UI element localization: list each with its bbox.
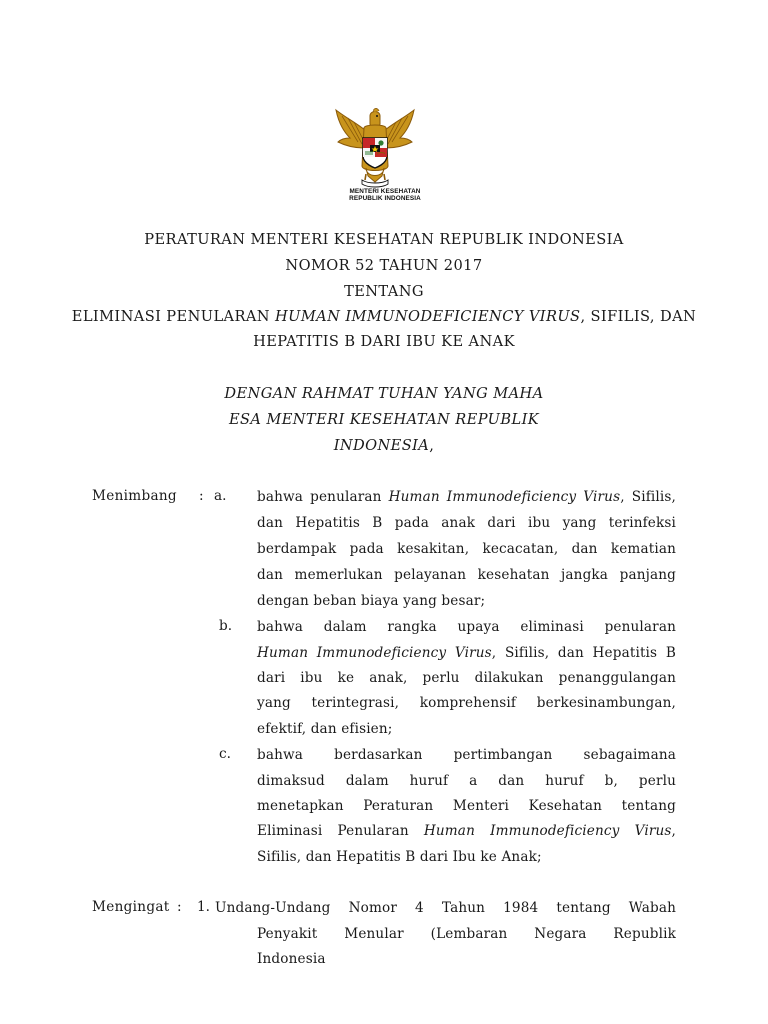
menimbang-item-b-line3: dari ibu ke anak, perlu dilakukan penanggulangan <box>257 670 676 686</box>
opening-line3 <box>150 437 618 454</box>
mengingat-item-1-line2: Penyakit Menular (Lembaran Negara Republik <box>257 926 676 942</box>
item-c-text: Eliminasi Penularan <box>257 823 424 839</box>
opening-line2: ESA MENTERI KESEHATAN REPUBLIK <box>228 411 540 428</box>
regulation-number: NOMOR 52 TAHUN 2017 <box>285 257 483 274</box>
menimbang-item-c-line5: Sifilis, dan Hepatitis B dari Ibu ke Anak; <box>257 849 542 865</box>
subject-italic-text: HUMAN IMMUNODEFICIENCY VIRUS <box>275 308 581 325</box>
opening-line3-comma: , <box>429 437 435 454</box>
regulation-tentang: TENTANG <box>344 283 424 300</box>
emblem-caption-line2: REPUBLIK INDONESIA <box>349 195 421 202</box>
menimbang-item-b-line2 <box>257 644 676 662</box>
menimbang-item-a-line4: dan memerlukan pelayanan kesehatan jangka panjang <box>257 567 676 583</box>
menimbang-item-a-line5: dengan beban biaya yang besar; <box>257 593 486 609</box>
menimbang-item-b-marker: b. <box>219 618 233 634</box>
menimbang-item-c-line1: bahwa berdasarkan pertimbangan sebagaimana <box>257 747 676 763</box>
item-a-italic: Human Immunodeficiency Virus <box>388 489 621 505</box>
mengingat-label: Mengingat <box>92 899 170 915</box>
menimbang-item-c-marker: c. <box>219 746 231 762</box>
emblem-caption <box>330 188 440 202</box>
menimbang-item-b-line5: efektif, dan efisien; <box>257 721 393 737</box>
regulation-title: PERATURAN MENTERI KESEHATAN REPUBLIK INDONESIA <box>144 231 624 248</box>
item-b-italic: Human Immunodeficiency Virus <box>257 645 492 661</box>
menimbang-label: Menimbang <box>92 488 177 504</box>
mengingat-item-1-marker: 1. <box>197 899 210 915</box>
opening-line3-text: INDONESIA <box>333 437 430 454</box>
menimbang-item-c-line3: menetapkan Peraturan Menteri Kesehatan tentang <box>257 798 676 814</box>
mengingat-colon: : <box>177 899 182 915</box>
item-c-italic: Human Immunodeficiency Virus <box>423 823 672 839</box>
item-b-text-end: , Sifilis, dan Hepatitis B <box>491 645 676 661</box>
subject-text: ELIMINASI PENULARAN <box>71 308 276 325</box>
regulation-subject-line2: HEPATITIS B DARI IBU KE ANAK <box>253 333 515 350</box>
menimbang-colon: : <box>199 488 204 504</box>
menimbang-item-a-marker: a. <box>214 488 227 504</box>
opening-line1: DENGAN RAHMAT TUHAN YANG MAHA <box>224 385 544 402</box>
item-a-text: bahwa penularan <box>257 489 389 505</box>
item-c-text-end: , <box>671 823 676 839</box>
menimbang-item-a-line2: dan Hepatitis B pada anak dari ibu yang terinfeksi <box>257 515 676 531</box>
mengingat-item-1-line1: Undang-Undang Nomor 4 Tahun 1984 tentang Wabah <box>215 900 676 916</box>
mengingat-item-1-line3: Indonesia <box>257 951 326 967</box>
menimbang-item-c-line2: dimaksud dalam huruf a dan huruf b, perlu <box>257 773 676 789</box>
menimbang-item-b-line4: yang terintegrasi, komprehensif berkesinambungan, <box>257 695 676 711</box>
menimbang-item-b-line1: bahwa dalam rangka upaya eliminasi penularan <box>257 619 676 635</box>
subject-text-end: , SIFILIS, DAN <box>580 308 697 325</box>
menimbang-item-a-line1 <box>257 488 676 506</box>
menimbang-item-a-line3: berdampak pada kesakitan, kecacatan, dan kematian <box>257 541 676 557</box>
menimbang-item-c-line4 <box>257 822 676 840</box>
emblem-caption-line1: MENTERI KESEHATAN <box>349 188 421 195</box>
item-a-text-end: , Sifilis, <box>620 489 676 505</box>
regulation-subject-line1 <box>60 308 708 325</box>
